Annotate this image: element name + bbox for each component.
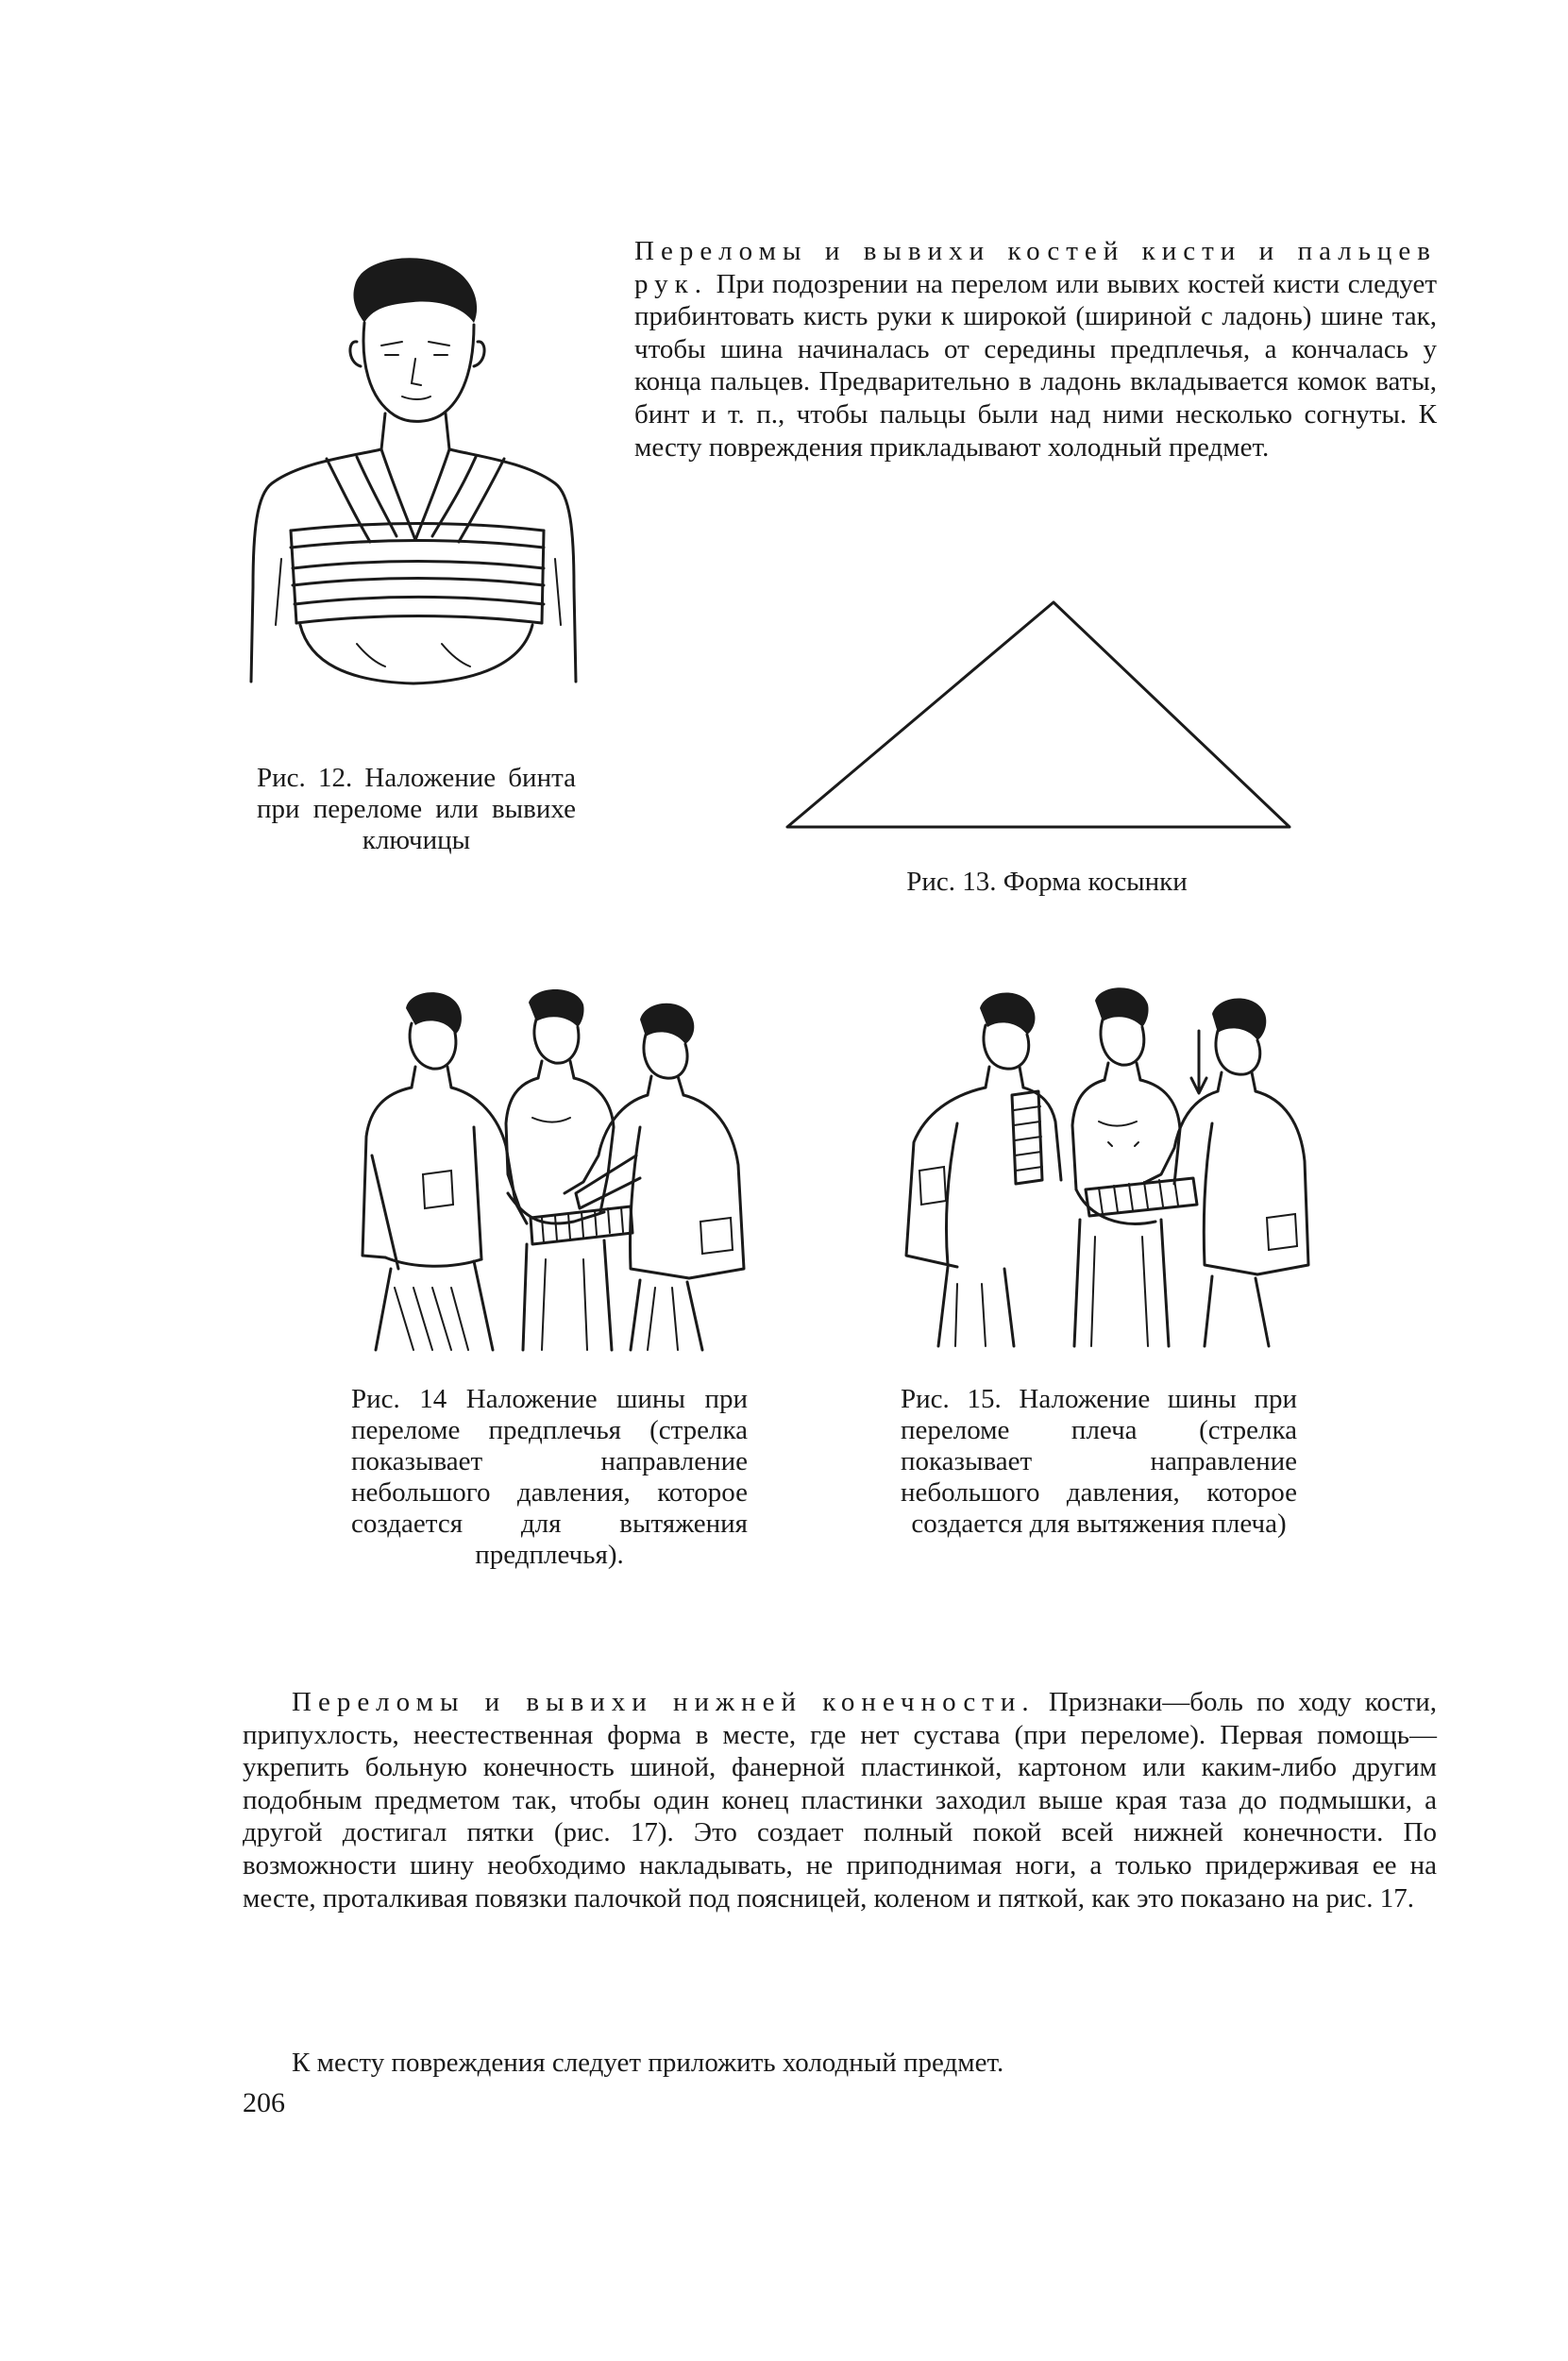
fig13-caption: Рис. 13. Форма косынки xyxy=(906,867,1188,897)
fig12-illustration xyxy=(244,247,593,682)
section2-paragraph xyxy=(243,1686,1437,1914)
fig15-caption: Рис. 15. Наложение шины при переломе плеча (стрелка показывает направление небольшого давления, которое создается для вытяжения плеча) xyxy=(901,1384,1297,1539)
fig12-caption: Рис. 12. Наложение бинта при переломе или вывихе ключицы xyxy=(257,763,576,855)
closing-paragraph: К месту повреждения следует приложить холодный предмет. xyxy=(292,2048,1004,2078)
section1-heading: Переломы и вывихи костей кисти и пальцев рук. xyxy=(634,236,1437,299)
fig14-illustration xyxy=(357,986,801,1354)
section2-body: Признаки—боль по ходу кости, припухлость, неестественная форма в месте, где нет сустава (при переломе). Первая помощь—укрепить больную конечность шиной, фанерной пластинкой, картоном или каким-либо другим подобным предметом так, чтобы один конец пластинки заходил выше края таза до подмышки, а другой достигал пятки (рис. 17). Это создает полный покой всей нижней конечности. По возможности шину необходимо накладывать, не приподнимая ноги, а только придерживая ее на месте, проталкивая повязки палочкой под поясницей, коленом и пяткой, как это показано на рис. 17. xyxy=(243,1687,1437,1914)
page-number: 206 xyxy=(243,2087,285,2118)
fig15-illustration xyxy=(901,982,1316,1350)
fig13-triangle xyxy=(780,595,1308,840)
section2-heading: Переломы и вывихи нижней конечности. xyxy=(292,1687,1036,1717)
fig14-caption: Рис. 14 Наложение шины при переломе предплечья (стрелка показывает направление небольшого давления, которое создается для вытяжения предплечья). xyxy=(351,1384,748,1570)
section1-body: При подозрении на перелом или вывих костей кисти следует прибинтовать кисть руки к широкой (шириной с ладонь) шине так, чтобы шина начиналась от середины предплечья, а кончалась у конца пальцев. Предварительно в ладонь вкладывается комок ваты, бинт и т. п., чтобы пальцы были над ними несколько согнуты. К месту повреждения прикладывают холодный предмет. xyxy=(634,268,1438,463)
section1-paragraph xyxy=(634,235,1437,464)
